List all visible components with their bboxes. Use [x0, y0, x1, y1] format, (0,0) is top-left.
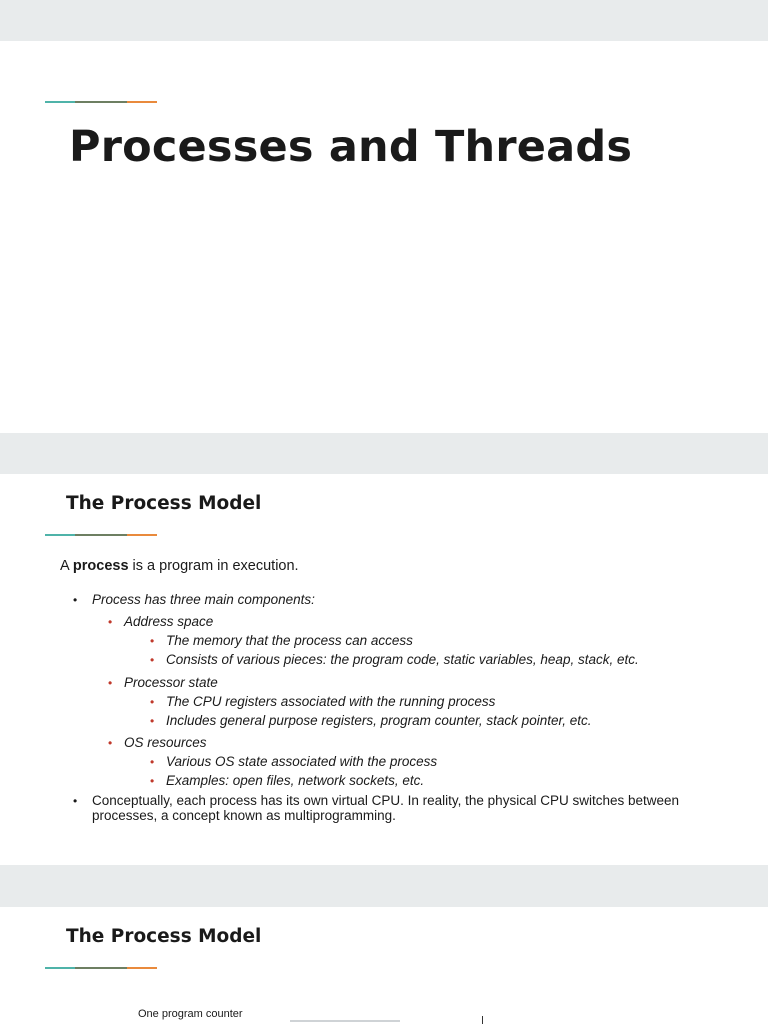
bullet-item-level-2: Address space — [124, 614, 214, 629]
bullet-marker: • — [150, 774, 155, 788]
accent-line — [45, 534, 157, 536]
bullet-item-level-3: Consists of various pieces: the program code, static variables, heap, stack, etc. — [166, 652, 639, 667]
process-model-slide-2 — [0, 907, 768, 1024]
bullet-marker: • — [108, 676, 113, 690]
process-term: process — [72, 558, 129, 574]
bullet-item-level-1: processes, a concept known as multiprogramming. — [92, 808, 396, 823]
bullet-marker: • — [108, 736, 113, 750]
bullet-item-level-2: OS resources — [124, 735, 207, 750]
intro-text: A process is a program in execution. — [60, 558, 299, 574]
slide-title: The Process Model — [66, 493, 262, 514]
accent-line — [45, 967, 157, 969]
bullet-marker: • — [73, 593, 78, 607]
accent-line — [45, 101, 157, 103]
diagram-divider — [482, 1016, 483, 1024]
slide-title: The Process Model — [66, 926, 262, 947]
bullet-item-level-2: Processor state — [124, 675, 218, 690]
diagram-element — [290, 1020, 400, 1022]
process-model-slide — [0, 474, 768, 865]
bullet-marker: • — [150, 695, 155, 709]
bullet-item-level-3: The memory that the process can access — [166, 633, 413, 648]
bullet-marker: • — [150, 653, 155, 667]
bullet-marker: • — [108, 615, 113, 629]
bullet-item-level-3: Various OS state associated with the process — [166, 754, 438, 769]
bullet-marker: • — [150, 634, 155, 648]
presentation-title: Processes and Threads — [69, 122, 633, 172]
bullet-item-level-1: Conceptually, each process has its own virtual CPU. In reality, the physical CPU switches between — [92, 793, 680, 808]
bullet-marker: • — [150, 755, 155, 769]
title-slide — [0, 41, 768, 433]
diagram-label: One program counter — [138, 1008, 243, 1020]
bullet-item-level-3: Includes general purpose registers, program counter, stack pointer, etc. — [166, 713, 592, 728]
bullet-item-level-3: The CPU registers associated with the running process — [166, 694, 496, 709]
bullet-item-level-3: Examples: open files, network sockets, etc. — [166, 773, 425, 788]
bullet-marker: • — [73, 794, 78, 808]
bullet-item-level-1: Process has three main components: — [92, 592, 315, 607]
bullet-marker: • — [150, 714, 155, 728]
